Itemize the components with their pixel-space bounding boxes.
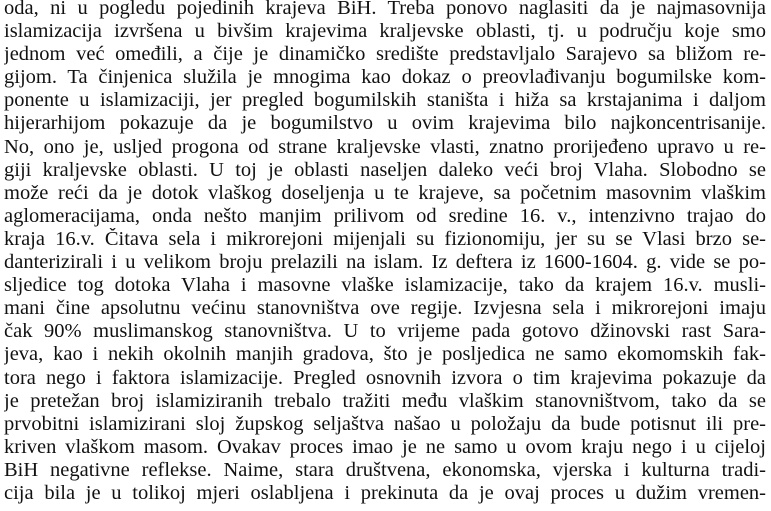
text-line-3: jednom već omeđili, a čije je dinamičko središte predstavljalo Sarajevo sa bližom re-	[4, 43, 766, 66]
text-line-9: može reći da je dotok vlaškog doseljenja u te krajeve, sa početnim masovnim vlaškim	[4, 181, 766, 204]
text-line-1: oda, ni u pogledu pojedinih krajeva BiH. Treba ponovo naglasiti da je najmasovnija	[4, 0, 766, 19]
text-line-4: gijom. Ta činjenica služila je mnogima kao dokaz o preovlađivanju bogumilske kom-	[4, 66, 766, 89]
text-line-8: giji kraljevske oblasti. U toj je oblasti naseljen daleko veći broj Vlaha. Slobodno se	[4, 158, 766, 181]
text-line-5: ponente u islamizaciji, jer pregled bogumilskih staništa i hiža sa krstajanima i daljom	[4, 89, 766, 112]
text-line-6: hijerarhijom pokazuje da je bogumilstvo u ovim krajevima bilo najkoncentrisanije.	[4, 112, 766, 135]
text-line-17: tora nego i faktora islamizacije. Pregled osnovnih izvora o tim krajevima pokazuje da	[4, 366, 766, 389]
text-line-21: BiH negativne reflekse. Naime, stara društvena, ekonomska, vjerska i kulturna tradi-	[4, 458, 766, 481]
text-line-7: No, ono je, usljed progona od strane kraljevske vlasti, znatno prorijeđeno upravo u re-	[4, 135, 766, 158]
text-line-13: sljedice tog dotoka Vlaha i masovne vlaške islamizacije, tako da krajem 16.v. musli-	[4, 274, 766, 297]
text-line-15: čak 90% muslimanskog stanovništva. U to vrijeme pada gotovo džinovski rast Sara-	[4, 320, 766, 343]
text-line-14: mani čine apsolutnu većinu stanovništva ove regije. Izvjesna sela i mikrorejoni imaju	[4, 297, 766, 320]
text-line-2: islamizacija izvršena u bivšim krajevima kraljevske oblasti, tj. u području koje smo	[4, 20, 766, 43]
text-line-10: aglomeracijama, onda nešto manjim prilivom od sredine 16. v., intenzivno trajao do	[4, 204, 766, 227]
body-text	[4, 0, 766, 505]
text-line-18: je pretežan broj islamiziranih trebalo tražiti među vlaškim stanovništvom, tako da se	[4, 389, 766, 412]
text-line-12: danterizirali i u velikom broju prelazili na islam. Iz deftera iz 1600-1604. g. vide se po-	[4, 251, 766, 274]
text-line-11: kraja 16.v. Čitava sela i mikrorejoni mijenjali su fizionomiju, jer su se Vlasi brzo se-	[4, 227, 766, 250]
text-line-16: jeva, kao i nekih okolnih manjih gradova, što je posljedica ne samo ekomomskih fak-	[4, 343, 766, 366]
text-line-20: kriven vlaškom masom. Ovakav proces imao je ne samo u ovom kraju nego i u cijeloj	[4, 435, 766, 458]
text-line-22: cija bila je u tolikoj mjeri oslabljena i prekinuta da je ovaj proces u dužim vremen-	[4, 481, 766, 504]
text-line-19: prvobitni islamizirani sloj župskog seljaštva našao u položaju da bude potisnut ili pre-	[4, 412, 766, 435]
